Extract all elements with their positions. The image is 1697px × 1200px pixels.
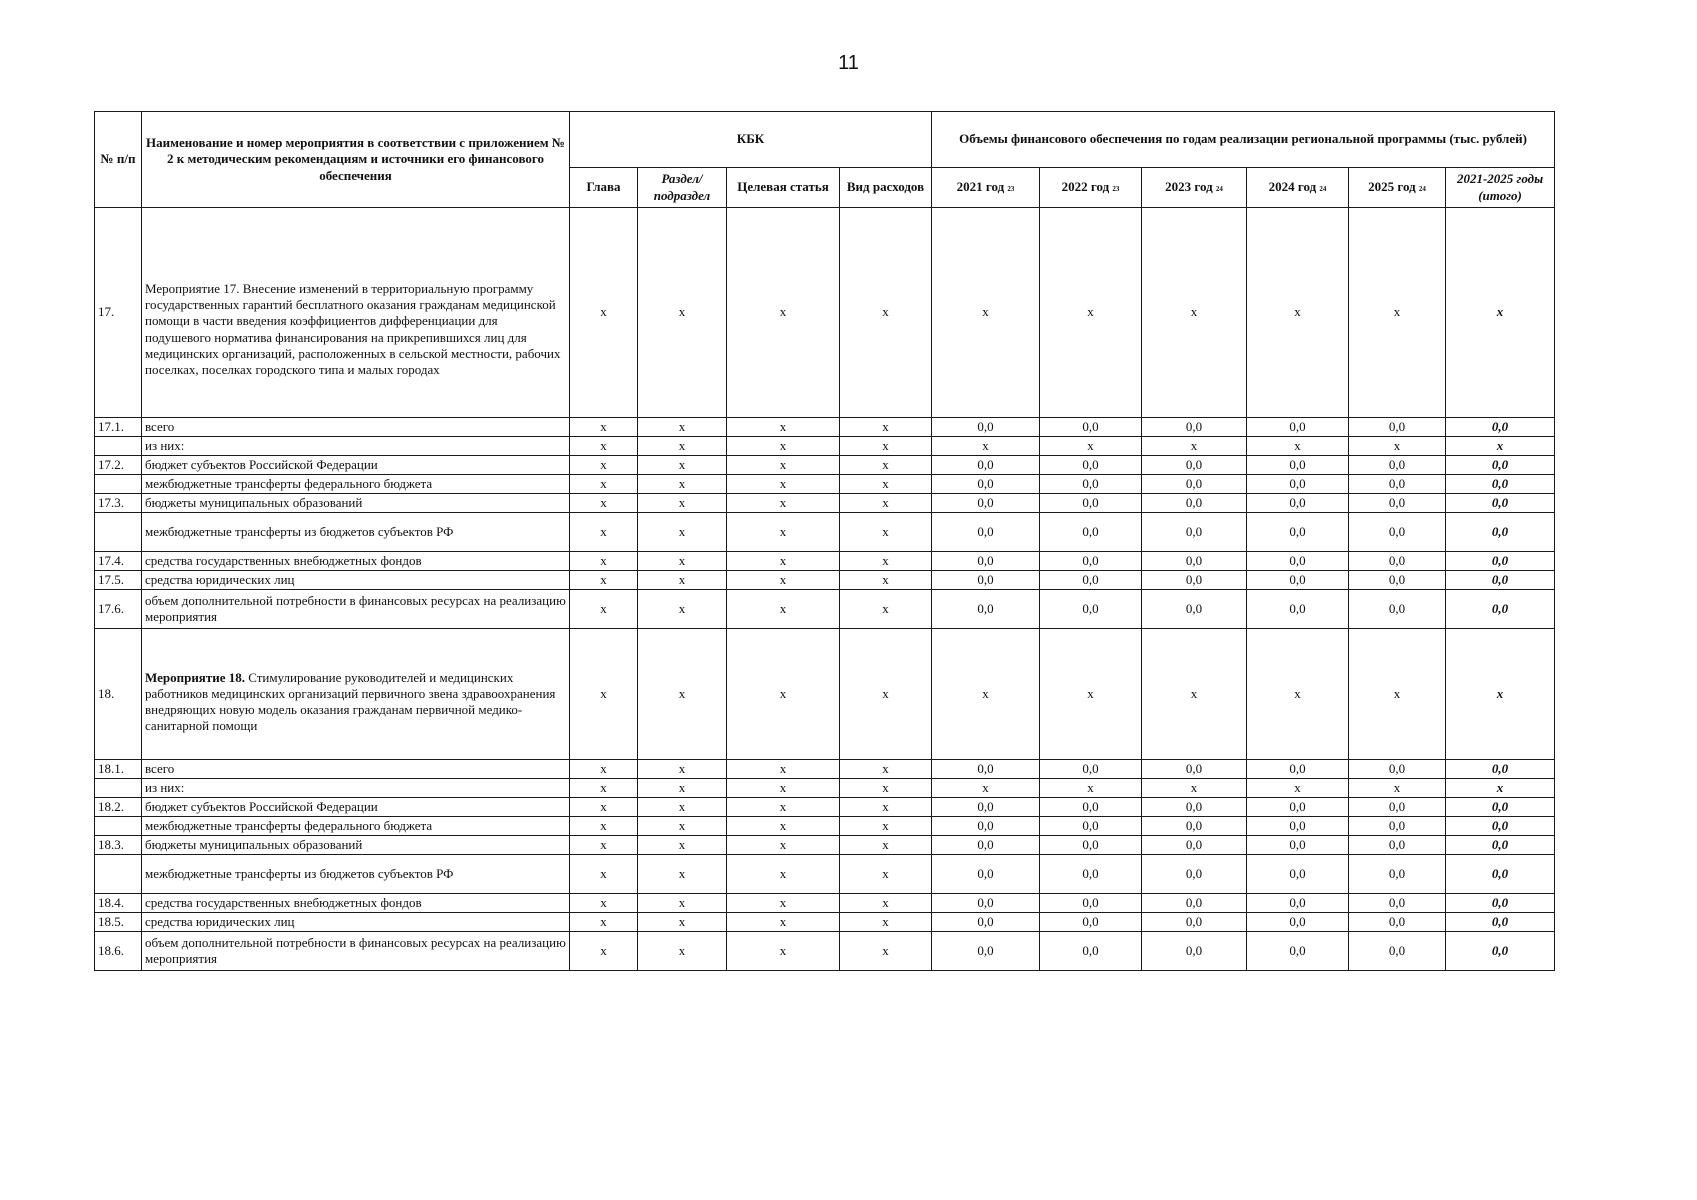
cell-celevaya: x: [727, 894, 840, 913]
cell-y2022: 0,0: [1040, 513, 1142, 552]
cell-y2023: x: [1142, 779, 1247, 798]
cell-y2023: 0,0: [1142, 494, 1247, 513]
cell-y2024: 0,0: [1247, 418, 1349, 437]
cell-glava: x: [570, 932, 638, 971]
cell-y2021: 0,0: [932, 836, 1040, 855]
table-row: [95, 913, 1555, 932]
financing-table: [94, 111, 1555, 971]
cell-y2023: 0,0: [1142, 552, 1247, 571]
row-number: 18.2.: [95, 798, 142, 817]
cell-y2025: 0,0: [1349, 760, 1446, 779]
row-name: [142, 208, 570, 418]
table-row: [95, 571, 1555, 590]
cell-celevaya: x: [727, 475, 840, 494]
table-row: [95, 552, 1555, 571]
row-number: [95, 855, 142, 894]
cell-y2022: x: [1040, 779, 1142, 798]
row-name-text: Мероприятие 17. Внесение изменений в территориальную программу государственных гарантий бесплатного оказания гражданам медицинской помощи в части введения коэффициентов дифференциации для подушевого норматива финансирования на прикрепившихся лиц для медицинских организаций, расположенных в сельской местности, рабочих поселках, поселках городского типа и малых городах: [145, 280, 561, 377]
cell-glava: x: [570, 817, 638, 836]
cell-y2024: x: [1247, 629, 1349, 760]
cell-vid: x: [840, 760, 932, 779]
header-volumes: Объемы финансового обеспечения по годам реализации региональной программы (тыс. рублей): [932, 112, 1555, 168]
table-header: [95, 112, 1555, 208]
cell-total: 0,0: [1446, 894, 1555, 913]
cell-vid: x: [840, 456, 932, 475]
row-name-text: межбюджетные трансферты из бюджетов субъектов РФ: [145, 523, 454, 539]
cell-celevaya: x: [727, 760, 840, 779]
cell-vid: x: [840, 855, 932, 894]
row-name-text: бюджет субъектов Российской Федерации: [145, 798, 378, 814]
cell-celevaya: x: [727, 494, 840, 513]
table-row: [95, 798, 1555, 817]
row-number: 18.4.: [95, 894, 142, 913]
cell-y2021: 0,0: [932, 855, 1040, 894]
cell-razdel: x: [638, 894, 727, 913]
header-total: 2021-2025 годы (итого): [1446, 168, 1555, 208]
cell-razdel: x: [638, 932, 727, 971]
table-row: [95, 475, 1555, 494]
cell-vid: x: [840, 208, 932, 418]
cell-celevaya: x: [727, 437, 840, 456]
cell-y2024: 0,0: [1247, 894, 1349, 913]
row-name-text: межбюджетные трансферты федерального бюджета: [145, 817, 433, 833]
cell-total: 0,0: [1446, 494, 1555, 513]
cell-vid: x: [840, 932, 932, 971]
cell-y2024: 0,0: [1247, 817, 1349, 836]
cell-total: 0,0: [1446, 798, 1555, 817]
header-celevaya: Целевая статья: [727, 168, 840, 208]
row-number: [95, 437, 142, 456]
cell-razdel: x: [638, 475, 727, 494]
cell-glava: x: [570, 208, 638, 418]
cell-total: 0,0: [1446, 590, 1555, 629]
cell-glava: x: [570, 798, 638, 817]
row-number: 17.2.: [95, 456, 142, 475]
cell-y2024: 0,0: [1247, 475, 1349, 494]
cell-y2022: x: [1040, 208, 1142, 418]
cell-y2023: 0,0: [1142, 513, 1247, 552]
cell-y2025: 0,0: [1349, 932, 1446, 971]
cell-y2025: 0,0: [1349, 552, 1446, 571]
row-name-text: Стимулирование руководителей и медицинских работников медицинских организаций первичного звена здравоохранения внедряющих новую модель оказания гражданам первичной медико-санитарной помощи: [145, 669, 556, 734]
cell-celevaya: x: [727, 456, 840, 475]
table-row: [95, 932, 1555, 971]
row-number: 18.: [95, 629, 142, 760]
cell-vid: x: [840, 590, 932, 629]
table-row: [95, 629, 1555, 760]
row-number: 17.: [95, 208, 142, 418]
row-number: 18.5.: [95, 913, 142, 932]
row-name-text: объем дополнительной потребности в финансовых ресурсах на реализацию мероприятия: [145, 592, 566, 624]
cell-y2023: 0,0: [1142, 855, 1247, 894]
cell-y2025: 0,0: [1349, 475, 1446, 494]
table-row: [95, 513, 1555, 552]
row-number: 17.1.: [95, 418, 142, 437]
row-name-text: межбюджетные трансферты из бюджетов субъектов РФ: [145, 865, 454, 881]
row-name-bold: Мероприятие 18.: [145, 669, 245, 685]
cell-razdel: x: [638, 437, 727, 456]
cell-y2024: 0,0: [1247, 798, 1349, 817]
row-name: [142, 418, 570, 437]
table-row: [95, 836, 1555, 855]
cell-total: x: [1446, 629, 1555, 760]
table-row: [95, 437, 1555, 456]
table-row: [95, 760, 1555, 779]
row-name: [142, 760, 570, 779]
cell-celevaya: x: [727, 418, 840, 437]
cell-razdel: x: [638, 855, 727, 894]
table-row: [95, 418, 1555, 437]
cell-y2025: x: [1349, 437, 1446, 456]
cell-glava: x: [570, 475, 638, 494]
cell-y2021: 0,0: [932, 817, 1040, 836]
cell-celevaya: x: [727, 571, 840, 590]
cell-y2025: x: [1349, 629, 1446, 760]
row-number: 17.6.: [95, 590, 142, 629]
cell-y2024: 0,0: [1247, 552, 1349, 571]
table-row: [95, 208, 1555, 418]
cell-total: 0,0: [1446, 552, 1555, 571]
cell-y2021: 0,0: [932, 475, 1040, 494]
cell-total: 0,0: [1446, 475, 1555, 494]
cell-y2021: 0,0: [932, 798, 1040, 817]
row-name: [142, 779, 570, 798]
cell-razdel: x: [638, 418, 727, 437]
cell-total: 0,0: [1446, 513, 1555, 552]
cell-y2023: 0,0: [1142, 571, 1247, 590]
cell-glava: x: [570, 590, 638, 629]
row-name-text: средства государственных внебюджетных фондов: [145, 894, 422, 910]
cell-y2023: 0,0: [1142, 913, 1247, 932]
header-year-2023: 2023 год 24: [1142, 168, 1247, 208]
cell-y2025: 0,0: [1349, 418, 1446, 437]
row-number: 18.6.: [95, 932, 142, 971]
cell-razdel: x: [638, 760, 727, 779]
cell-glava: x: [570, 494, 638, 513]
cell-celevaya: x: [727, 629, 840, 760]
cell-y2024: 0,0: [1247, 590, 1349, 629]
cell-celevaya: x: [727, 836, 840, 855]
table-row: [95, 779, 1555, 798]
cell-y2024: 0,0: [1247, 932, 1349, 971]
cell-y2024: 0,0: [1247, 456, 1349, 475]
cell-y2024: 0,0: [1247, 855, 1349, 894]
cell-y2024: 0,0: [1247, 913, 1349, 932]
cell-glava: x: [570, 760, 638, 779]
cell-vid: x: [840, 894, 932, 913]
cell-celevaya: x: [727, 913, 840, 932]
header-vid: Вид расходов: [840, 168, 932, 208]
row-name: [142, 475, 570, 494]
cell-y2025: 0,0: [1349, 836, 1446, 855]
cell-total: 0,0: [1446, 932, 1555, 971]
cell-vid: x: [840, 798, 932, 817]
row-name-text: из них:: [145, 779, 185, 795]
cell-glava: x: [570, 552, 638, 571]
cell-total: x: [1446, 208, 1555, 418]
cell-y2024: x: [1247, 208, 1349, 418]
cell-y2023: x: [1142, 208, 1247, 418]
cell-glava: x: [570, 913, 638, 932]
cell-y2025: 0,0: [1349, 494, 1446, 513]
cell-y2022: 0,0: [1040, 590, 1142, 629]
cell-y2024: 0,0: [1247, 760, 1349, 779]
cell-vid: x: [840, 817, 932, 836]
cell-glava: x: [570, 779, 638, 798]
row-name: [142, 629, 570, 760]
cell-y2023: 0,0: [1142, 590, 1247, 629]
header-year-2024: 2024 год 24: [1247, 168, 1349, 208]
cell-y2021: 0,0: [932, 494, 1040, 513]
cell-total: 0,0: [1446, 456, 1555, 475]
cell-total: 0,0: [1446, 836, 1555, 855]
cell-y2025: 0,0: [1349, 817, 1446, 836]
cell-glava: x: [570, 836, 638, 855]
cell-razdel: x: [638, 571, 727, 590]
cell-y2022: 0,0: [1040, 836, 1142, 855]
cell-celevaya: x: [727, 513, 840, 552]
row-number: 18.3.: [95, 836, 142, 855]
cell-total: 0,0: [1446, 571, 1555, 590]
cell-y2022: 0,0: [1040, 855, 1142, 894]
header-glava: Глава: [570, 168, 638, 208]
row-name: [142, 932, 570, 971]
row-name: [142, 456, 570, 475]
table-row: [95, 817, 1555, 836]
row-name: [142, 513, 570, 552]
cell-vid: x: [840, 629, 932, 760]
table-row: [95, 894, 1555, 913]
cell-vid: x: [840, 437, 932, 456]
table-row: [95, 855, 1555, 894]
cell-y2021: x: [932, 437, 1040, 456]
cell-glava: x: [570, 894, 638, 913]
table-body: [95, 208, 1555, 971]
cell-glava: x: [570, 513, 638, 552]
cell-y2025: 0,0: [1349, 571, 1446, 590]
table-row: [95, 494, 1555, 513]
cell-celevaya: x: [727, 590, 840, 629]
cell-y2023: 0,0: [1142, 760, 1247, 779]
cell-y2023: 0,0: [1142, 418, 1247, 437]
row-name: [142, 590, 570, 629]
header-kbk: КБК: [570, 112, 932, 168]
cell-celevaya: x: [727, 798, 840, 817]
cell-razdel: x: [638, 779, 727, 798]
cell-razdel: x: [638, 494, 727, 513]
cell-y2025: 0,0: [1349, 894, 1446, 913]
cell-vid: x: [840, 552, 932, 571]
cell-y2025: 0,0: [1349, 855, 1446, 894]
cell-razdel: x: [638, 552, 727, 571]
cell-y2022: 0,0: [1040, 418, 1142, 437]
row-number: 17.4.: [95, 552, 142, 571]
cell-y2024: x: [1247, 437, 1349, 456]
row-name-text: бюджеты муниципальных образований: [145, 836, 363, 852]
cell-vid: x: [840, 913, 932, 932]
cell-y2022: 0,0: [1040, 817, 1142, 836]
cell-y2023: 0,0: [1142, 932, 1247, 971]
cell-y2025: x: [1349, 208, 1446, 418]
cell-total: x: [1446, 437, 1555, 456]
cell-y2022: x: [1040, 629, 1142, 760]
row-name-text: объем дополнительной потребности в финансовых ресурсах на реализацию мероприятия: [145, 934, 566, 966]
cell-glava: x: [570, 571, 638, 590]
cell-razdel: x: [638, 513, 727, 552]
cell-vid: x: [840, 513, 932, 552]
cell-vid: x: [840, 571, 932, 590]
cell-y2024: 0,0: [1247, 571, 1349, 590]
cell-celevaya: x: [727, 552, 840, 571]
cell-razdel: x: [638, 836, 727, 855]
cell-y2022: 0,0: [1040, 456, 1142, 475]
cell-y2021: 0,0: [932, 932, 1040, 971]
row-name: [142, 437, 570, 456]
cell-y2023: 0,0: [1142, 817, 1247, 836]
cell-razdel: x: [638, 913, 727, 932]
row-name: [142, 817, 570, 836]
cell-y2025: 0,0: [1349, 913, 1446, 932]
row-number: 17.5.: [95, 571, 142, 590]
cell-y2023: 0,0: [1142, 798, 1247, 817]
header-year-2021: 2021 год 23: [932, 168, 1040, 208]
row-number: [95, 475, 142, 494]
cell-y2025: 0,0: [1349, 798, 1446, 817]
cell-razdel: x: [638, 456, 727, 475]
row-number: [95, 513, 142, 552]
cell-y2021: 0,0: [932, 913, 1040, 932]
cell-y2024: 0,0: [1247, 836, 1349, 855]
cell-y2022: 0,0: [1040, 932, 1142, 971]
cell-glava: x: [570, 456, 638, 475]
table-row: [95, 590, 1555, 629]
row-number: 18.1.: [95, 760, 142, 779]
cell-y2025: x: [1349, 779, 1446, 798]
row-name-text: средства юридических лиц: [145, 571, 295, 587]
cell-vid: x: [840, 494, 932, 513]
cell-y2023: 0,0: [1142, 456, 1247, 475]
cell-glava: x: [570, 855, 638, 894]
cell-celevaya: x: [727, 779, 840, 798]
cell-y2021: x: [932, 208, 1040, 418]
cell-y2023: x: [1142, 437, 1247, 456]
cell-y2022: 0,0: [1040, 552, 1142, 571]
cell-y2024: 0,0: [1247, 513, 1349, 552]
row-name-text: средства государственных внебюджетных фондов: [145, 552, 422, 568]
cell-razdel: x: [638, 629, 727, 760]
cell-y2024: x: [1247, 779, 1349, 798]
row-name: [142, 494, 570, 513]
cell-y2021: 0,0: [932, 552, 1040, 571]
row-name: [142, 836, 570, 855]
cell-vid: x: [840, 418, 932, 437]
cell-y2022: 0,0: [1040, 571, 1142, 590]
cell-y2023: 0,0: [1142, 894, 1247, 913]
cell-glava: x: [570, 437, 638, 456]
cell-razdel: x: [638, 817, 727, 836]
cell-glava: x: [570, 629, 638, 760]
cell-y2022: 0,0: [1040, 913, 1142, 932]
header-num: № п/п: [95, 112, 142, 208]
row-name-text: из них:: [145, 437, 185, 453]
cell-y2022: 0,0: [1040, 475, 1142, 494]
cell-y2021: x: [932, 779, 1040, 798]
cell-razdel: x: [638, 208, 727, 418]
cell-razdel: x: [638, 590, 727, 629]
cell-y2022: 0,0: [1040, 494, 1142, 513]
row-name-text: бюджет субъектов Российской Федерации: [145, 456, 378, 472]
row-number: 17.3.: [95, 494, 142, 513]
cell-y2022: 0,0: [1040, 760, 1142, 779]
cell-y2025: 0,0: [1349, 590, 1446, 629]
header-year-2022: 2022 год 23: [1040, 168, 1142, 208]
cell-y2025: 0,0: [1349, 513, 1446, 552]
cell-y2023: 0,0: [1142, 836, 1247, 855]
cell-y2021: 0,0: [932, 894, 1040, 913]
cell-celevaya: x: [727, 932, 840, 971]
cell-vid: x: [840, 475, 932, 494]
cell-y2021: 0,0: [932, 760, 1040, 779]
cell-y2021: 0,0: [932, 418, 1040, 437]
cell-y2022: 0,0: [1040, 798, 1142, 817]
cell-vid: x: [840, 836, 932, 855]
cell-y2021: x: [932, 629, 1040, 760]
cell-y2022: x: [1040, 437, 1142, 456]
page-number: 11: [838, 52, 859, 74]
cell-total: x: [1446, 779, 1555, 798]
row-name-text: средства юридических лиц: [145, 913, 295, 929]
cell-glava: x: [570, 418, 638, 437]
row-number: [95, 817, 142, 836]
cell-y2023: x: [1142, 629, 1247, 760]
cell-total: 0,0: [1446, 855, 1555, 894]
cell-celevaya: x: [727, 817, 840, 836]
row-name: [142, 855, 570, 894]
cell-y2021: 0,0: [932, 456, 1040, 475]
cell-celevaya: x: [727, 208, 840, 418]
cell-total: 0,0: [1446, 760, 1555, 779]
header-year-2025: 2025 год 24: [1349, 168, 1446, 208]
row-name-text: бюджеты муниципальных образований: [145, 494, 363, 510]
cell-vid: x: [840, 779, 932, 798]
cell-y2022: 0,0: [1040, 894, 1142, 913]
cell-y2025: 0,0: [1349, 456, 1446, 475]
header-razdel: Раздел/ подраздел: [638, 168, 727, 208]
table-row: [95, 456, 1555, 475]
row-name-text: всего: [145, 418, 175, 434]
cell-razdel: x: [638, 798, 727, 817]
cell-y2021: 0,0: [932, 513, 1040, 552]
row-name: [142, 552, 570, 571]
cell-y2024: 0,0: [1247, 494, 1349, 513]
cell-y2021: 0,0: [932, 590, 1040, 629]
cell-y2023: 0,0: [1142, 475, 1247, 494]
row-name: [142, 894, 570, 913]
row-name-text: межбюджетные трансферты федерального бюджета: [145, 475, 433, 491]
row-name: [142, 913, 570, 932]
cell-total: 0,0: [1446, 418, 1555, 437]
row-name: [142, 798, 570, 817]
cell-celevaya: x: [727, 855, 840, 894]
cell-y2021: 0,0: [932, 571, 1040, 590]
cell-total: 0,0: [1446, 817, 1555, 836]
row-name-text: всего: [145, 760, 175, 776]
row-name: [142, 571, 570, 590]
header-name: Наименование и номер мероприятия в соответствии с приложением № 2 к методическим рекомендациям и источники его финансового обеспечения: [142, 112, 570, 208]
cell-total: 0,0: [1446, 913, 1555, 932]
row-number: [95, 779, 142, 798]
